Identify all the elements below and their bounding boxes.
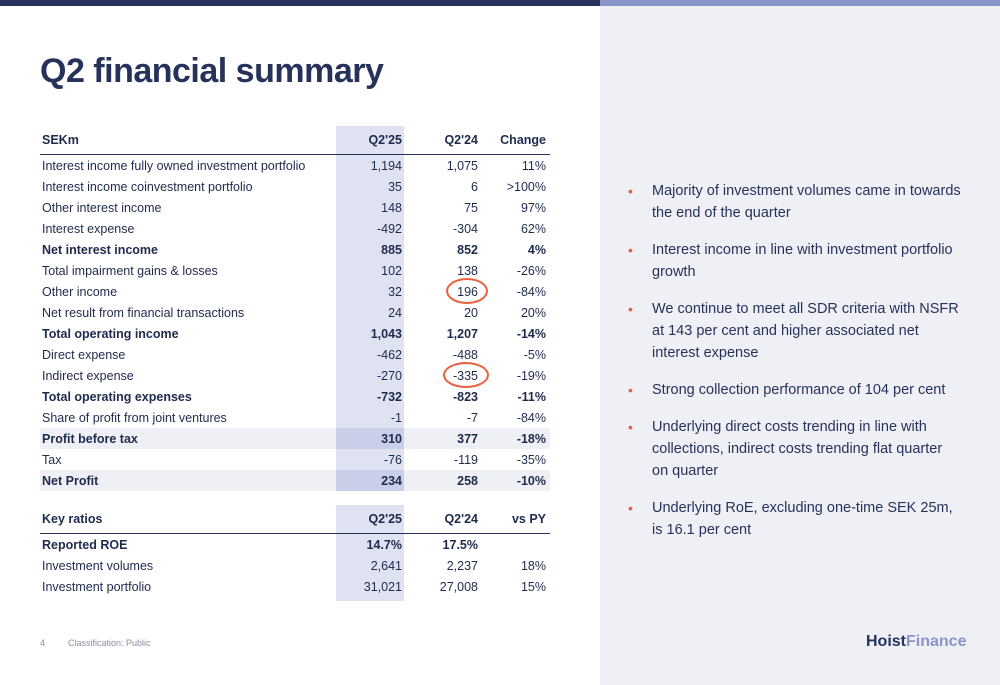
row-label: Direct expense [42, 347, 126, 362]
cell-q224: 75 [464, 200, 478, 215]
row-label: Other interest income [42, 200, 162, 215]
ratio-q224: 17.5% [442, 537, 478, 552]
bullet-text: We continue to meet all SDR criteria with NSFR at 143 per cent and higher associated net interest expense [652, 301, 959, 361]
bullet-item [622, 298, 962, 364]
ratio-vs-py: 15% [520, 579, 546, 594]
cell-change: -10% [516, 473, 546, 488]
cell-q225: 310 [381, 431, 402, 446]
cell-change: 11% [521, 158, 546, 173]
logo-part-1: Hoist [866, 633, 906, 650]
cell-change: -11% [517, 389, 546, 404]
bullet-item [622, 416, 962, 482]
cell-q225: 1,194 [370, 158, 402, 173]
cell-change: 20% [520, 305, 546, 320]
cell-q224: 852 [457, 242, 478, 257]
table-row [40, 302, 550, 323]
cell-change: 4% [527, 242, 546, 257]
cell-change: -14% [516, 326, 546, 341]
ratio-q224: 27,008 [439, 579, 478, 594]
row-label: Other income [42, 284, 118, 299]
table-row [40, 470, 550, 491]
table-row [40, 197, 550, 218]
classification-label: Classification: Public [68, 638, 151, 648]
bullet-item [622, 239, 962, 283]
cell-change: -5% [523, 347, 546, 362]
table-row [40, 323, 550, 344]
cell-q225: 234 [381, 473, 402, 488]
bullet-item [622, 180, 962, 224]
cell-q224: -304 [452, 221, 478, 236]
table-row [40, 155, 550, 176]
row-label: Indirect expense [42, 368, 134, 383]
bullet-dot-icon: • [628, 500, 633, 516]
cell-q224: 1,075 [446, 158, 478, 173]
cell-q225: -270 [376, 368, 402, 383]
row-label: Total impairment gains & losses [42, 263, 218, 278]
row-label: Total operating expenses [42, 389, 192, 404]
row-label: Total operating income [42, 326, 179, 341]
cell-q224: -7 [466, 410, 478, 425]
highlight-circle-other-income [446, 278, 488, 304]
cell-q224: 1,207 [446, 326, 478, 341]
bullet-text: Interest income in line with investment portfolio growth [652, 242, 953, 280]
ratio-vs-py: 18% [520, 558, 546, 573]
table-row [40, 428, 550, 449]
bullet-text: Strong collection performance of 104 per cent [652, 382, 946, 398]
cell-q224: -823 [452, 389, 478, 404]
header-ratios-q225: Q2'25 [368, 512, 402, 526]
cell-q225: 102 [381, 263, 402, 278]
table-row [40, 176, 550, 197]
row-label: Tax [42, 452, 62, 467]
cell-q225: 1,043 [370, 326, 402, 341]
row-label: Interest expense [42, 221, 135, 236]
ratio-q225: 14.7% [366, 537, 402, 552]
row-label: Net interest income [42, 242, 159, 257]
row-label: Net result from financial transactions [42, 305, 245, 320]
header-q224: Q2'24 [444, 133, 478, 147]
top-bar-dark [0, 0, 600, 6]
cell-q225: -492 [376, 221, 402, 236]
bullet-dot-icon: • [628, 301, 633, 317]
cell-q225: -76 [383, 452, 402, 467]
table-row [40, 449, 550, 470]
ratio-label: Investment volumes [42, 558, 154, 573]
ratios-header [40, 505, 550, 534]
table-header [40, 126, 550, 155]
page-number: 4 [40, 638, 46, 648]
table-row [40, 218, 550, 239]
bullet-dot-icon: • [628, 382, 633, 398]
page-title: Q2 financial summary [40, 52, 384, 90]
ratio-label: Investment portfolio [42, 579, 152, 594]
header-vs-py: vs PY [511, 512, 546, 526]
header-q225: Q2'25 [368, 133, 402, 147]
cell-q224: 258 [457, 473, 478, 488]
cell-change: -18% [516, 431, 546, 446]
bullet-text: Majority of investment volumes came in towards the end of the quarter [652, 183, 961, 221]
bullet-dot-icon: • [628, 419, 633, 435]
ratio-label: Reported ROE [42, 537, 128, 552]
row-label: Profit before tax [42, 431, 138, 446]
cell-change: 97% [520, 200, 546, 215]
key-ratios-table [40, 505, 550, 597]
bullet-text: Underlying direct costs trending in line with collections, indirect costs trending flat quarter on quarter [652, 419, 943, 479]
header-sekm: SEKm [42, 133, 79, 147]
cell-change: -84% [516, 284, 546, 299]
row-label: Interest income coinvestment portfolio [42, 179, 253, 194]
cell-change: -19% [516, 368, 546, 383]
cell-change: >100% [506, 179, 546, 194]
cell-q224: 6 [471, 179, 478, 194]
header-key-ratios: Key ratios [42, 512, 103, 526]
table-row [40, 407, 550, 428]
cell-q224: 196 [457, 284, 478, 299]
table-row [40, 386, 550, 407]
cell-q225: 885 [381, 242, 402, 257]
row-label: Share of profit from joint ventures [42, 410, 227, 425]
ratio-q225: 31,021 [363, 579, 402, 594]
bullet-dot-icon: • [628, 183, 633, 199]
bullet-text: Underlying RoE, excluding one-time SEK 25m, is 16.1 per cent [652, 500, 953, 538]
ratio-q225: 2,641 [370, 558, 402, 573]
cell-q224: 377 [457, 431, 478, 446]
cell-q224: -335 [452, 368, 478, 383]
ratio-row [40, 576, 550, 597]
cell-q224: -488 [452, 347, 478, 362]
cell-change: -84% [516, 410, 546, 425]
cell-q224: -119 [453, 452, 478, 467]
ratio-q224: 2,237 [446, 558, 478, 573]
bullet-item [622, 379, 962, 401]
hoist-finance-logo [866, 633, 966, 651]
ratio-row [40, 534, 550, 555]
bullet-dot-icon: • [628, 242, 633, 258]
cell-q225: -462 [376, 347, 402, 362]
cell-change: -35% [516, 452, 546, 467]
cell-change: 62% [520, 221, 546, 236]
logo-part-2: Finance [906, 633, 967, 650]
bullet-item [622, 497, 962, 541]
highlight-circle-indirect-expense [443, 362, 489, 388]
commentary-bullets [622, 180, 962, 556]
financial-table [40, 126, 550, 491]
cell-q225: -1 [390, 410, 402, 425]
cell-q224: 20 [464, 305, 478, 320]
row-label: Interest income fully owned investment portfolio [42, 158, 306, 173]
cell-q225: -732 [376, 389, 402, 404]
table-row [40, 239, 550, 260]
ratio-row [40, 555, 550, 576]
cell-q225: 35 [388, 179, 402, 194]
header-change: Change [500, 133, 546, 147]
cell-q225: 24 [388, 305, 402, 320]
cell-q225: 32 [388, 284, 402, 299]
cell-q225: 148 [381, 200, 402, 215]
cell-change: -26% [516, 263, 546, 278]
cell-q224: 138 [457, 263, 478, 278]
row-label: Net Profit [42, 473, 99, 488]
header-ratios-q224: Q2'24 [444, 512, 478, 526]
